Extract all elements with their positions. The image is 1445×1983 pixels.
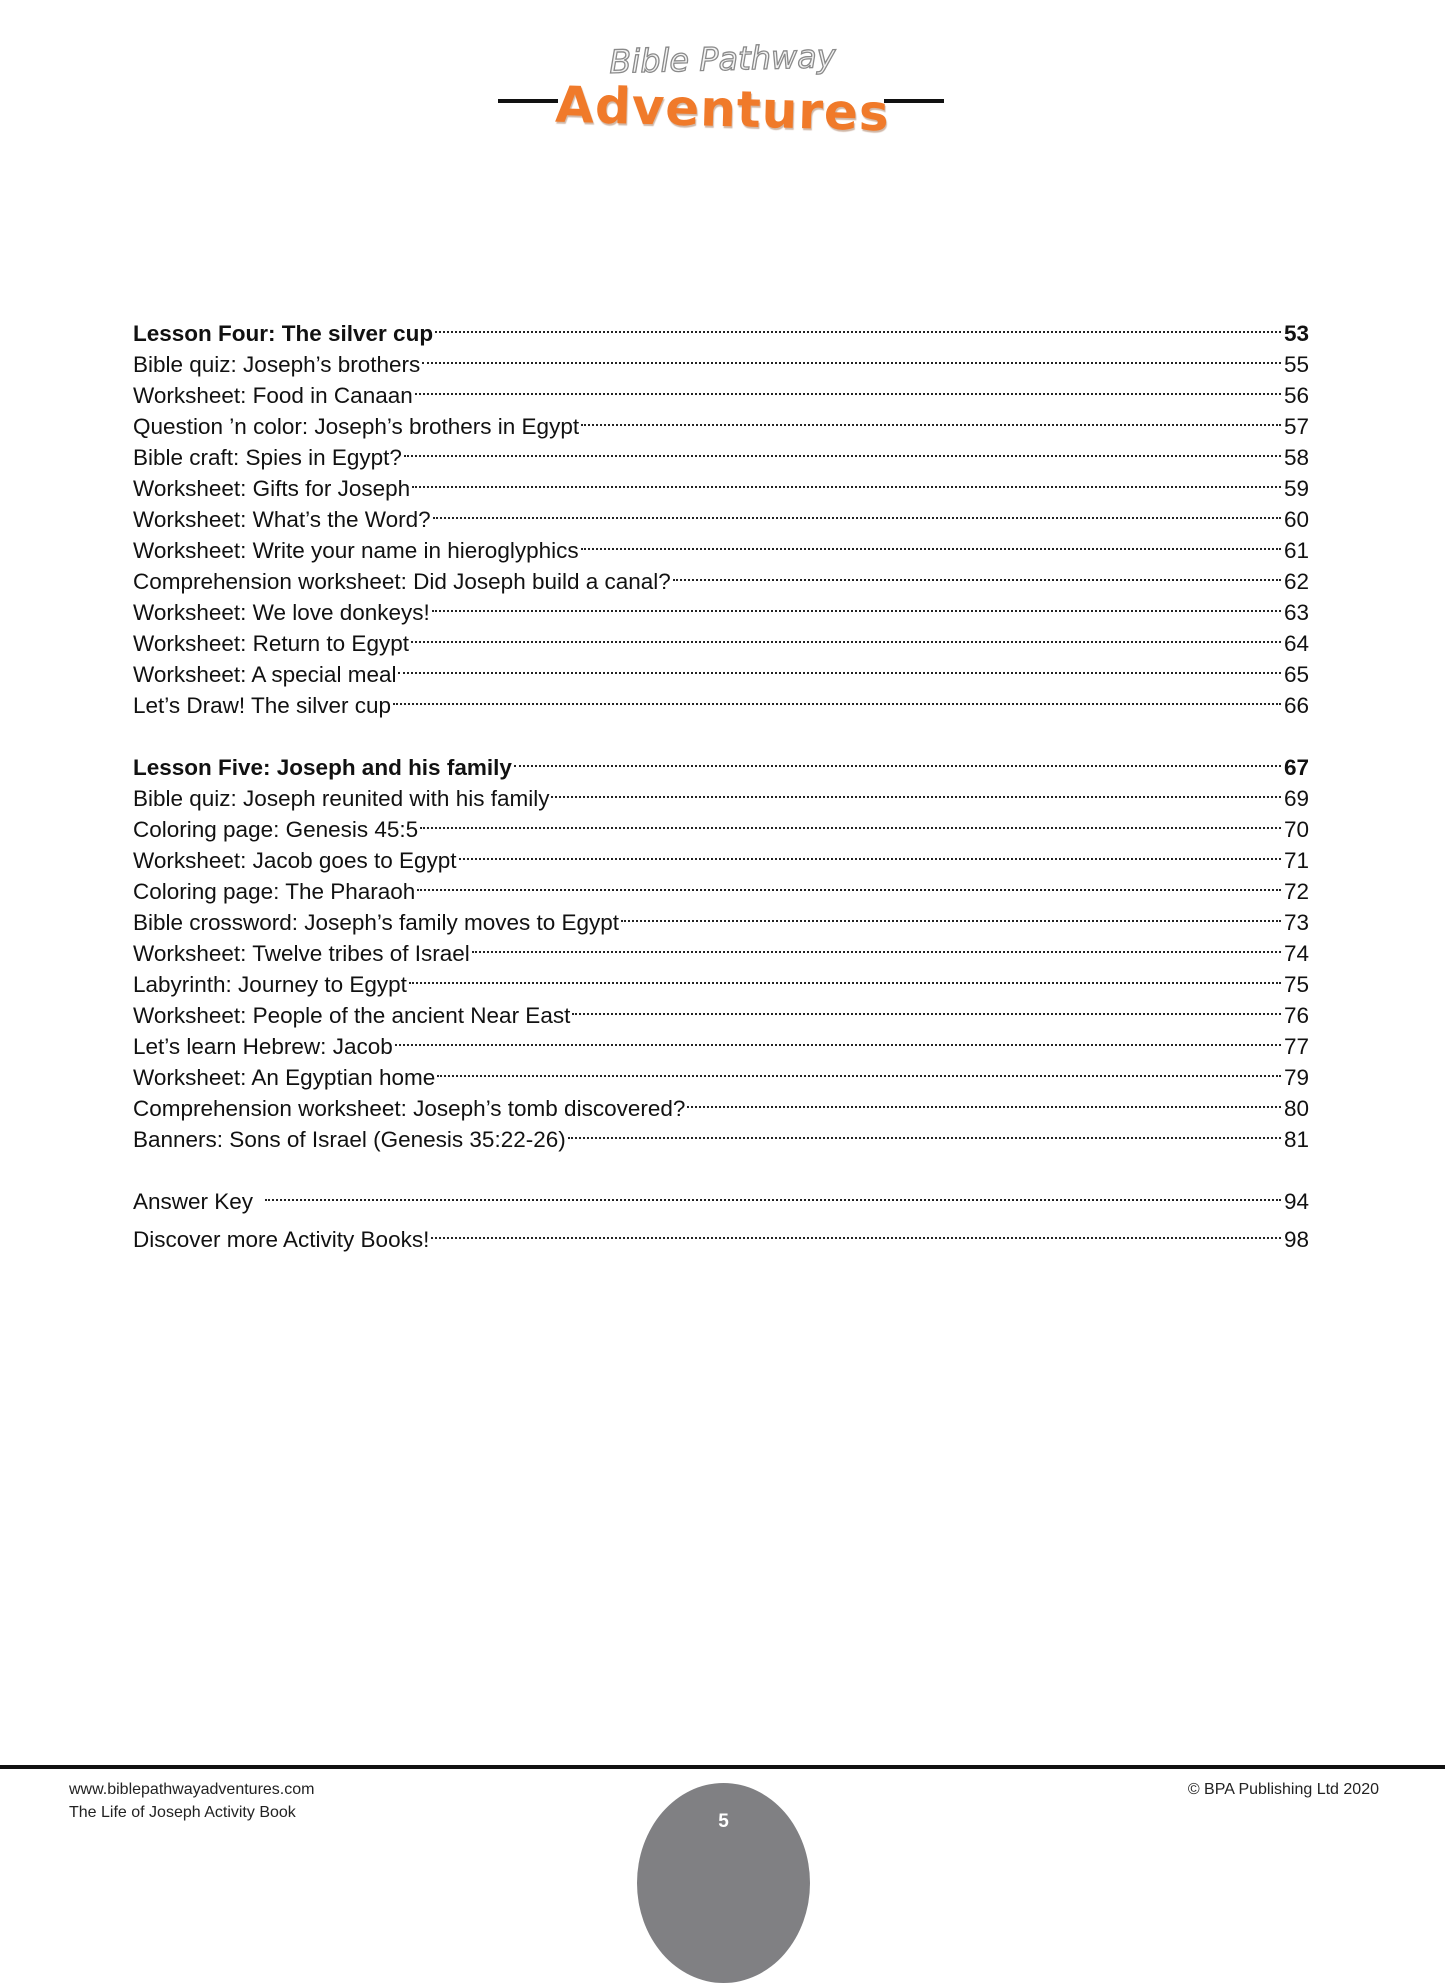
toc-page-number: 63	[1283, 600, 1309, 625]
toc-item-label: Worksheet: Jacob goes to Egypt	[133, 848, 457, 873]
dot-leader	[581, 527, 1281, 558]
toc-page-number: 98	[1283, 1227, 1309, 1252]
toc-page-number: 53	[1283, 321, 1309, 346]
lesson-four-items	[133, 341, 1309, 718]
logo-text-main: Adventures	[554, 75, 891, 143]
toc-page-number: 56	[1283, 383, 1309, 408]
toc-item-label: Worksheet: Food in Canaan	[133, 383, 413, 408]
toc-item-label: Labyrinth: Journey to Egypt	[133, 972, 407, 997]
toc-page-number: 55	[1283, 352, 1309, 377]
dot-leader	[435, 310, 1281, 341]
toc-page-number: 80	[1283, 1096, 1309, 1121]
toc-page-number: 75	[1283, 972, 1309, 997]
toc-page-number: 61	[1283, 538, 1309, 563]
dot-leader	[572, 992, 1281, 1023]
footer-divider	[0, 1765, 1445, 1769]
dot-leader	[415, 372, 1281, 403]
logo-text-top: Bible Pathway	[608, 37, 837, 81]
toc-page-number: 60	[1283, 507, 1309, 532]
toc-page-number: 67	[1283, 755, 1309, 780]
toc-item-label: Discover more Activity Books!	[133, 1227, 430, 1252]
toc-page-number: 65	[1283, 662, 1309, 687]
dot-leader	[472, 930, 1281, 961]
dot-leader	[395, 1023, 1281, 1054]
footer-copyright: © BPA Publishing Ltd 2020	[1187, 1781, 1379, 1798]
dot-leader	[459, 837, 1281, 868]
toc-item-label: Worksheet: Gifts for Joseph	[133, 476, 411, 501]
dot-leader	[412, 465, 1281, 496]
footer-website-link[interactable]: www.biblepathwayadventures.com	[69, 1781, 315, 1798]
dot-leader	[417, 868, 1281, 899]
toc-item-label: Bible crossword: Joseph’s family moves to Egypt	[133, 910, 620, 935]
toc-item-label: Worksheet: An Egyptian home	[133, 1065, 436, 1090]
dot-leader	[409, 961, 1281, 992]
dot-leader	[621, 899, 1281, 930]
toc-item-label: Worksheet: What’s the Word?	[133, 507, 431, 532]
toc-page-number: 79	[1283, 1065, 1309, 1090]
toc-item-label: Worksheet: We love donkeys!	[133, 600, 430, 625]
toc-page-number: 64	[1283, 631, 1309, 656]
toc-page-number: 70	[1283, 817, 1309, 842]
table-of-contents	[133, 310, 1309, 1252]
toc-item-label: Question ’n color: Joseph’s brothers in Egypt	[133, 414, 580, 439]
toc-page-number: 94	[1283, 1189, 1309, 1214]
toc-page-number: 66	[1283, 693, 1309, 718]
dot-leader	[393, 682, 1281, 713]
toc-page-number: 71	[1283, 848, 1309, 873]
dot-leader	[673, 558, 1281, 589]
toc-item-label: Bible quiz: Joseph reunited with his family	[133, 786, 550, 811]
lesson-five-items	[133, 775, 1309, 1152]
toc-item-label: Worksheet: Write your name in hieroglyphics	[133, 538, 579, 563]
dot-leader	[411, 620, 1281, 651]
dot-leader	[422, 341, 1281, 372]
toc-item-discover-more[interactable]	[133, 1216, 1309, 1252]
toc-page-number: 81	[1283, 1127, 1309, 1152]
dot-leader	[432, 589, 1281, 620]
toc-heading-label: Lesson Four: The silver cup	[133, 321, 434, 346]
toc-page-number: 74	[1283, 941, 1309, 966]
toc-item-label: Let’s Draw! The silver cup	[133, 693, 392, 718]
toc-page-number: 69	[1283, 786, 1309, 811]
dot-leader	[551, 775, 1281, 806]
toc-item-label: Worksheet: Return to Egypt	[133, 631, 409, 656]
toc-item-answer-key[interactable]	[133, 1178, 1309, 1214]
dot-leader	[431, 1216, 1281, 1247]
toc-item-label: Comprehension worksheet: Did Joseph build a canal?	[133, 569, 671, 594]
toc-page-number: 76	[1283, 1003, 1309, 1028]
toc-page-number: 62	[1283, 569, 1309, 594]
toc-item-label: Coloring page: The Pharaoh	[133, 879, 416, 904]
toc-page-number: 73	[1283, 910, 1309, 935]
toc-page-number: 77	[1283, 1034, 1309, 1059]
toc-item-label: Let’s learn Hebrew: Jacob	[133, 1034, 393, 1059]
dot-leader	[398, 651, 1281, 682]
dot-leader	[437, 1054, 1281, 1085]
toc-page-number: 57	[1283, 414, 1309, 439]
toc-heading-lesson-five[interactable]	[133, 744, 1309, 780]
toc-item-label: Worksheet: A special meal	[133, 662, 397, 687]
toc-item-label: Bible craft: Spies in Egypt?	[133, 445, 402, 470]
toc-page-number: 59	[1283, 476, 1309, 501]
toc-item-label: Answer Key	[133, 1189, 254, 1214]
page-number: 5	[718, 1811, 729, 1832]
toc-item-label: Coloring page: Genesis 45:5	[133, 817, 419, 842]
toc-heading-label: Lesson Five: Joseph and his family	[133, 755, 512, 780]
section-spacer	[133, 1209, 1309, 1216]
dot-leader	[581, 403, 1281, 434]
toc-item-label: Comprehension worksheet: Joseph’s tomb discovered?	[133, 1096, 686, 1121]
footer-left	[69, 1778, 314, 1824]
footer-book-title: The Life of Joseph Activity Book	[69, 1804, 296, 1821]
page-number-badge	[637, 1783, 810, 1983]
toc-item-label: Worksheet: People of the ancient Near East	[133, 1003, 571, 1028]
dot-leader	[265, 1178, 1281, 1209]
toc-item-label: Bible quiz: Joseph’s brothers	[133, 352, 421, 377]
dot-leader	[514, 744, 1281, 775]
dot-leader	[687, 1085, 1281, 1116]
toc-page-number: 58	[1283, 445, 1309, 470]
toc-item-label: Worksheet: Twelve tribes of Israel	[133, 941, 470, 966]
dot-leader	[568, 1116, 1281, 1147]
toc-heading-lesson-four[interactable]	[133, 310, 1309, 346]
toc-page-number: 72	[1283, 879, 1309, 904]
dot-leader	[404, 434, 1281, 465]
dot-leader	[433, 496, 1281, 527]
toc-item-label: Banners: Sons of Israel (Genesis 35:22-26)	[133, 1127, 566, 1152]
dot-leader	[420, 806, 1281, 837]
